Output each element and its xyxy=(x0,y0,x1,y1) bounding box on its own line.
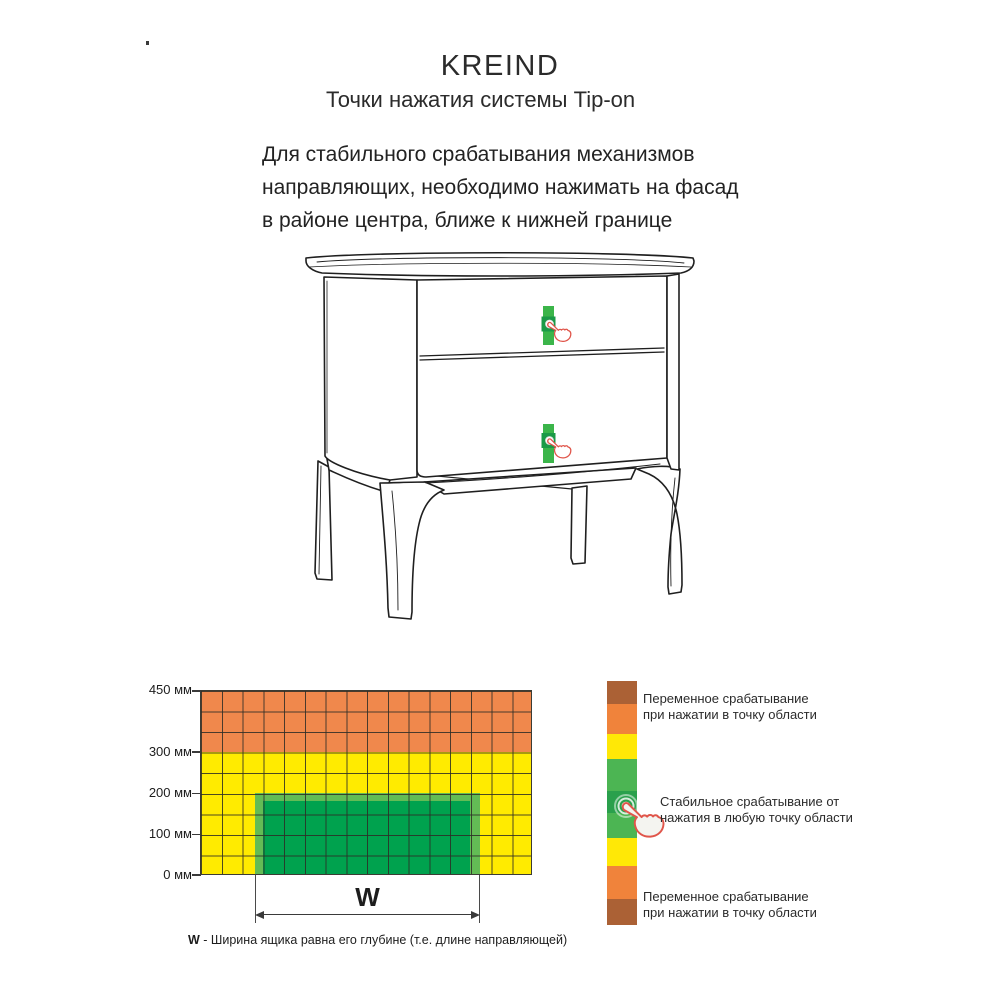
y-tick-200: 200 мм xyxy=(148,785,192,800)
front-left-leg xyxy=(380,482,444,619)
legend-item-stable xyxy=(660,794,853,825)
legend-line: Переменное срабатывание xyxy=(643,889,809,904)
legend-item-variable-bottom xyxy=(643,889,817,920)
legend-seg-brown xyxy=(607,899,637,925)
zone-chart xyxy=(200,690,532,875)
y-tick-450: 450 мм xyxy=(148,682,192,697)
w-label: W xyxy=(355,882,380,912)
right-post xyxy=(667,274,679,470)
zone-grid-lines xyxy=(200,690,532,875)
caption-w: W xyxy=(188,933,200,947)
stray-dot xyxy=(146,41,149,45)
y-tick-100: 100 мм xyxy=(148,826,192,841)
intro-paragraph xyxy=(262,138,739,237)
legend-line: при нажатии в точку области xyxy=(643,904,817,920)
back-right-leg xyxy=(571,486,587,564)
back-left-leg xyxy=(315,461,332,580)
intro-line: Для стабильного срабатывания механизмов xyxy=(262,143,695,166)
legend-seg-brown xyxy=(607,681,637,704)
tick-dash xyxy=(192,834,201,836)
legend-seg-orange xyxy=(607,866,637,899)
hand-press-ripple-icon xyxy=(623,803,664,837)
legend-line: нажатия в любую точку области xyxy=(660,809,853,825)
left-side-panel xyxy=(324,277,417,480)
page-subtitle: Точки нажатия системы Tip-on xyxy=(326,87,636,112)
y-tick-0: 0 мм xyxy=(163,867,192,882)
legend-line: при нажатии в точку области xyxy=(643,706,817,722)
tick-dash xyxy=(192,690,201,692)
caption-text: - Ширина ящика равна его глубине (т.е. длине направляющей) xyxy=(199,933,568,947)
nightstand-illustration xyxy=(295,248,705,633)
brand-title: KREIND xyxy=(440,50,560,82)
intro-line: направляющих, необходимо нажимать на фасад xyxy=(262,176,739,199)
intro-line: в районе центра, ближе к нижней границе xyxy=(262,209,673,232)
tick-dash xyxy=(192,874,201,876)
front-right-leg xyxy=(637,466,682,594)
legend-line: Стабильное срабатывание от xyxy=(660,794,840,809)
w-dimension-arrow xyxy=(262,914,472,915)
legend-item-variable-top xyxy=(643,691,817,722)
y-tick-300: 300 мм xyxy=(148,744,192,759)
legend-seg-orange xyxy=(607,704,637,734)
legend-line: Переменное срабатывание xyxy=(643,691,809,706)
legend-seg-yellow xyxy=(607,734,637,759)
chart-caption xyxy=(188,933,567,947)
top-molding xyxy=(306,253,694,276)
tick-dash xyxy=(192,793,201,795)
tick-dash xyxy=(192,751,201,753)
